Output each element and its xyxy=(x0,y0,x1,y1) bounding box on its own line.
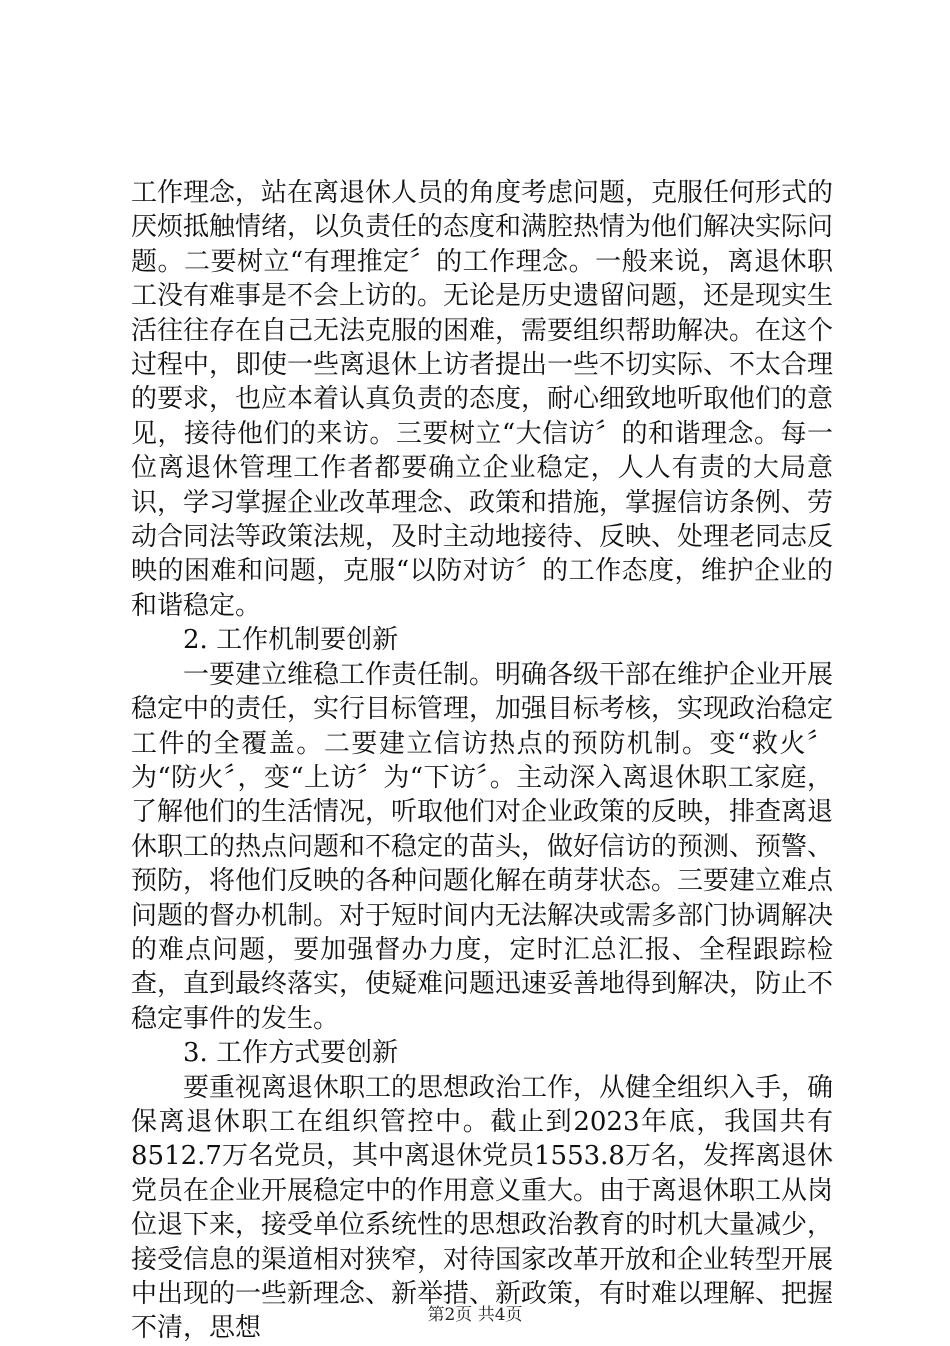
section-heading-work-method: 3. 工作方式要创新 xyxy=(183,1038,399,1069)
paragraph-work-method: 要重视离退休职工的思想政治工作，从健全组织入手，确保离退休职工在组织管控中。截止到2023年底，我国共有8512.7万名党员，其中离退休党员1553.8万名，发挥离退休党员在企业开展稳定中的作用意义重大。由于离退休职工从岗位退下来，接受单位系统性的思想政治教育的时机大量减少，接受信息的渠道相对狭窄，对待国家改革开放和企业转型开展中出现的一些新理念、新举措、新政策，有时难以理解、把握不清，思想 xyxy=(131,1072,834,1344)
section-heading-work-mechanism: 2. 工作机制要创新 xyxy=(183,625,399,656)
paragraph-work-mechanism: 一要建立维稳工作责任制。明确各级干部在维护企业开展稳定中的责任，实行目标管理，加强目标考核，实现政治稳定工件的全覆盖。二要建立信访热点的预防机制。变“救火〞为“防火〞，变“上访〞为“下访〞。主动深入离退休职工家庭，了解他们的生活情况，听取他们对企业政策的反映，排查离退休职工的热点问题和不稳定的苗头，做好信访的预测、预警、预防，将他们反映的各种问题化解在萌芽状态。三要建立难点问题的督办机制。对于短时间内无法解决或需多部门协调解决的难点问题，要加强督办力度，定时汇总汇报、全程跟踪检查，直到最终落实，使疑难问题迅速妥善地得到解决，防止不稳定事件的发生。 xyxy=(131,659,834,1034)
page-footer: 第2页 共4页 xyxy=(427,1305,523,1325)
paragraph-continuation: 工作理念，站在离退休人员的角度考虑问题，克服任何形式的厌烦抵触情绪，以负责任的态度和满腔热情为他们解决实际问题。二要树立“有理推定〞的工作理念。一般来说，离退休职工没有难事是不会上访的。无论是历史遗留问题，还是现实生活往往存在自己无法克服的困难，需要组织帮助解决。在这个过程中，即使一些离退休上访者提出一些不切实际、不太合理的要求，也应本着认真负责的态度，耐心细致地听取他们的意见，接待他们的来访。三要树立“大信访〞的和谐理念。每一位离退休管理工作者都要确立企业稳定，人人有责的大局意识，学习掌握企业改革理念、政策和措施，掌握信访条例、劳动合同法等政策法规，及时主动地接待、反映、处理老同志反映的困难和问题，克服“以防对访〞的工作态度，维护企业的和谐稳定。 xyxy=(131,178,834,621)
document-body xyxy=(131,176,833,1346)
